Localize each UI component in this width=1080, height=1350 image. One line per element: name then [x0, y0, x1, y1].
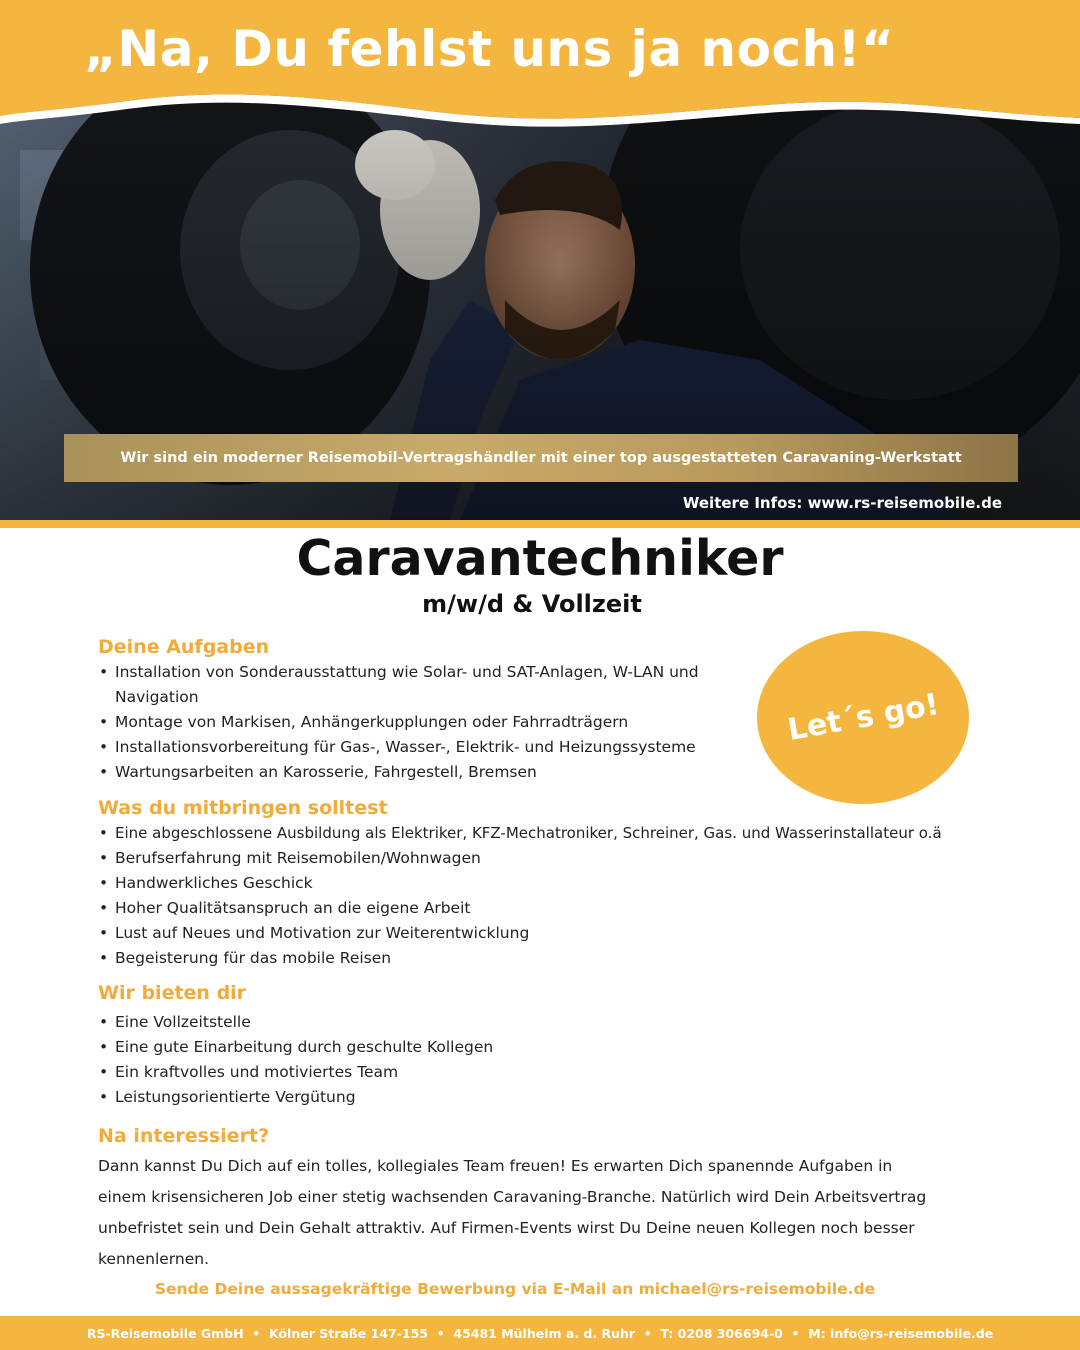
lets-go-label: Let´s go! [784, 686, 942, 749]
footer-contact: RS-Reisemobile GmbH • Kölner Straße 147-155 • 45481 Mülheim a. d. Ruhr • T: 0208 306694-0 • M: info@rs-reisemobile.de [86, 1325, 994, 1341]
section-requirements [98, 795, 1038, 971]
headline: „Na, Du fehlst uns ja noch!“ [84, 20, 895, 78]
list-item: • Berufserfahrung mit Reisemobilen/Wohnwagen [98, 846, 1038, 871]
section-offer [98, 980, 1038, 1110]
tagline-bar [64, 434, 1018, 482]
list-item: • Installation von Sonderausstattung wie Solar- und SAT-Anlagen, W-LAN und Navigation [98, 660, 738, 710]
list-item: • Ein kraftvolles und motiviertes Team [98, 1060, 1038, 1085]
requirements-list [98, 821, 1038, 971]
section-heading: Wir bieten dir [98, 982, 247, 1004]
divider-stripe [0, 520, 1080, 528]
list-item: • Hoher Qualitätsanspruch an die eigene Arbeit [98, 896, 1038, 921]
section-interested [98, 1123, 1038, 1275]
website-link[interactable]: Weitere Infos: www.rs-reisemobile.de [682, 494, 1002, 512]
interested-paragraph: Dann kannst Du Dich auf ein tolles, kollegiales Team freuen! Es erwarten Dich spanennde Aufgaben in einem krisensicheren Job einer stetig wachsenden Caravaning-Branche. Natürlich wird Dein Arbeitsvertrag unbefristet sein und Dein Gehalt attraktiv. Auf Firmen-Events wirst Du Deine neuen Kollegen noch besser kennenlernen. [98, 1157, 927, 1268]
list-item: • Lust auf Neues und Motivation zur Weiterentwicklung [98, 921, 1038, 946]
job-subtitle: m/w/d & Vollzeit [422, 590, 642, 618]
section-tasks [98, 634, 738, 785]
job-title: Caravantechniker [296, 530, 784, 587]
tasks-list [98, 660, 738, 785]
list-item: • Eine gute Einarbeitung durch geschulte Kollegen [98, 1035, 1038, 1060]
section-heading: Na interessiert? [98, 1125, 270, 1147]
footer-bar [0, 1316, 1080, 1350]
list-item: • Wartungsarbeiten an Karosserie, Fahrgestell, Bremsen [98, 760, 738, 785]
list-item: • Begeisterung für das mobile Reisen [98, 946, 1038, 971]
list-item: • Leistungsorientierte Vergütung [98, 1085, 1038, 1110]
list-item: • Eine Vollzeitstelle [98, 1010, 1038, 1035]
offer-list [98, 1010, 1038, 1110]
section-heading: Was du mitbringen solltest [98, 797, 388, 819]
apply-email-link[interactable]: Sende Deine aussagekräftige Bewerbung via E-Mail an michael@rs-reisemobile.de [154, 1280, 876, 1298]
tagline-text: Wir sind ein moderner Reisemobil-Vertragshändler mit einer top ausgestatteten Caravaning-Werkstatt [120, 450, 962, 466]
header-band [0, 0, 1080, 520]
list-item: • Installationsvorbereitung für Gas-, Wasser-, Elektrik- und Heizungssysteme [98, 735, 738, 760]
lets-go-badge [757, 631, 969, 804]
list-item: • Montage von Markisen, Anhängerkupplungen oder Fahrradträgern [98, 710, 738, 735]
list-item: • Handwerkliches Geschick [98, 871, 1038, 896]
section-heading: Deine Aufgaben [98, 636, 270, 658]
list-item: • Eine abgeschlossene Ausbildung als Elektriker, KFZ-Mechatroniker, Schreiner, Gas. und Wasserinstallateur o.ä [98, 821, 1038, 846]
